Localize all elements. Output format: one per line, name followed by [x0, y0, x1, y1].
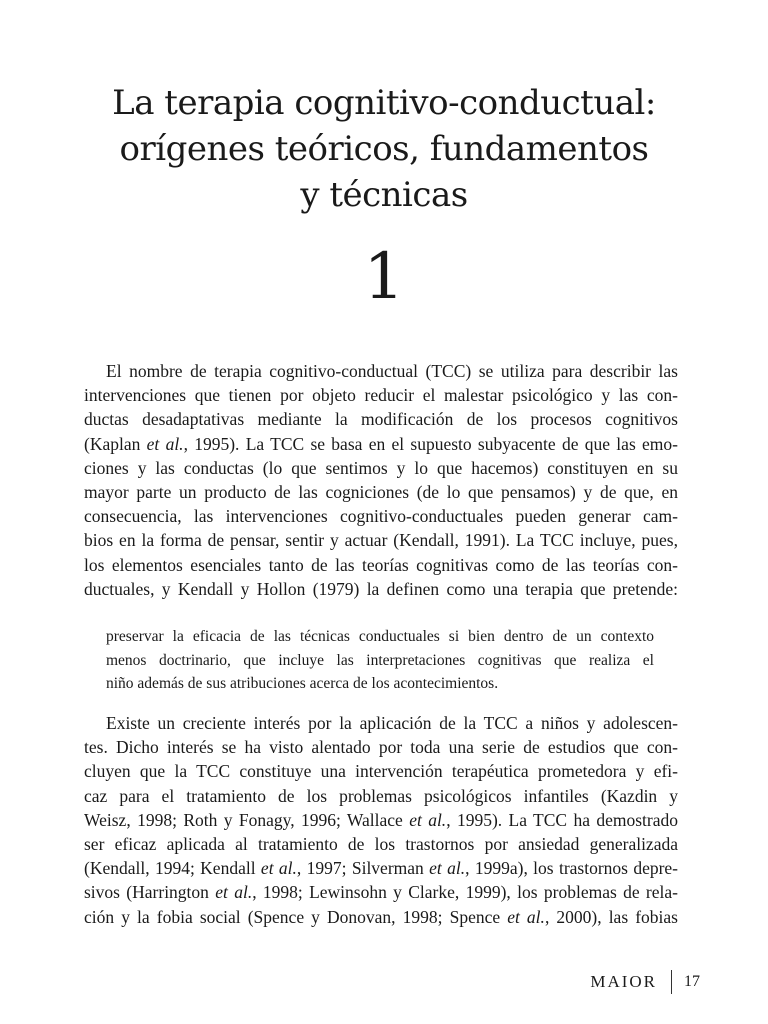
text-line: (Kaplan et al., 1995). La TCC se basa en el supuesto subyacente de que las emo- — [84, 433, 678, 454]
text-line: ductas desadaptativas mediante la modificación de los procesos cognitivos — [84, 409, 678, 430]
footer-divider — [671, 970, 672, 994]
chapter-number: 1 — [363, 240, 405, 314]
text-line: tes. Dicho interés se ha visto alentado por toda una serie de estudios que con- — [84, 737, 678, 758]
citation-et-al: et al. — [507, 906, 545, 927]
citation-et-al: et al. — [215, 882, 253, 903]
citation-et-al: et al. — [409, 809, 447, 830]
quote-line: preservar la eficacia de las técnicas conductuales si bien dentro de un contexto — [106, 628, 654, 645]
title-line: orígenes teóricos, fundamentos — [119, 129, 649, 169]
publisher-brand: MAIOR — [590, 972, 657, 991]
text-line: sivos (Harrington et al., 1998; Lewinsohn y Clarke, 1999), los problemas de rela- — [84, 882, 678, 903]
quote-line: menos doctrinario, que incluye las interpretaciones cognitivas que realiza el — [106, 651, 654, 669]
block-quote — [106, 625, 654, 696]
title-line: La terapia cognitivo-conductual: — [112, 83, 656, 123]
citation-et-al: et al. — [429, 858, 466, 879]
text-line: mayor parte un producto de las cogniciones (de lo que pensamos) y de que, en — [84, 482, 678, 503]
body-paragraph — [84, 359, 678, 601]
text-line: (Kendall, 1994; Kendall et al., 1997; Silverman et al., 1999a), los trastornos depre- — [84, 858, 679, 879]
citation-et-al: et al. — [260, 858, 297, 879]
title-line: y técnicas — [300, 175, 468, 215]
page-number: 17 — [684, 973, 700, 990]
text-line: intervenciones que tienen por objeto reducir el malestar psicológico y las con- — [84, 385, 678, 406]
quote-line: niño además de sus atribuciones acerca de los acontecimientos. — [106, 675, 499, 692]
text-line: ciones y las conductas (lo que sentimos y lo que hacemos) constituyen en su — [84, 457, 678, 478]
text-line: ductuales, y Kendall y Hollon (1979) la definen como una terapia que pretende: — [84, 578, 678, 599]
citation-et-al: et al. — [146, 433, 184, 454]
page-footer — [590, 970, 700, 994]
text-line: los elementos esenciales tanto de las teorías cognitivas como de las teorías con- — [84, 554, 678, 575]
text-line: ción y la fobia social (Spence y Donovan, 1998; Spence et al., 2000), las fobias — [84, 906, 678, 927]
text-line: caz para el tratamiento de los problemas psicológicos infantiles (Kazdin y — [84, 785, 678, 806]
body-paragraph — [84, 711, 678, 929]
page-title — [60, 80, 708, 218]
text-line: Existe un creciente interés por la aplicación de la TCC a niños y adolescen- — [106, 713, 678, 733]
text-line: bios en la forma de pensar, sentir y actuar (Kendall, 1991). La TCC incluye, pues, — [84, 530, 678, 551]
text-line: ser eficaz aplicada al tratamiento de los trastornos por ansiedad generalizada — [84, 834, 678, 855]
text-line: Weisz, 1998; Roth y Fonagy, 1996; Wallace et al., 1995). La TCC ha demostrado — [84, 809, 678, 830]
text-line: consecuencia, las intervenciones cognitivo-conductuales pueden generar cam- — [84, 506, 678, 527]
text-line: cluyen que la TCC constituye una intervención terapéutica prometedora y efi- — [84, 761, 678, 782]
text-line: El nombre de terapia cognitivo-conductual (TCC) se utiliza para describir las — [106, 361, 678, 381]
